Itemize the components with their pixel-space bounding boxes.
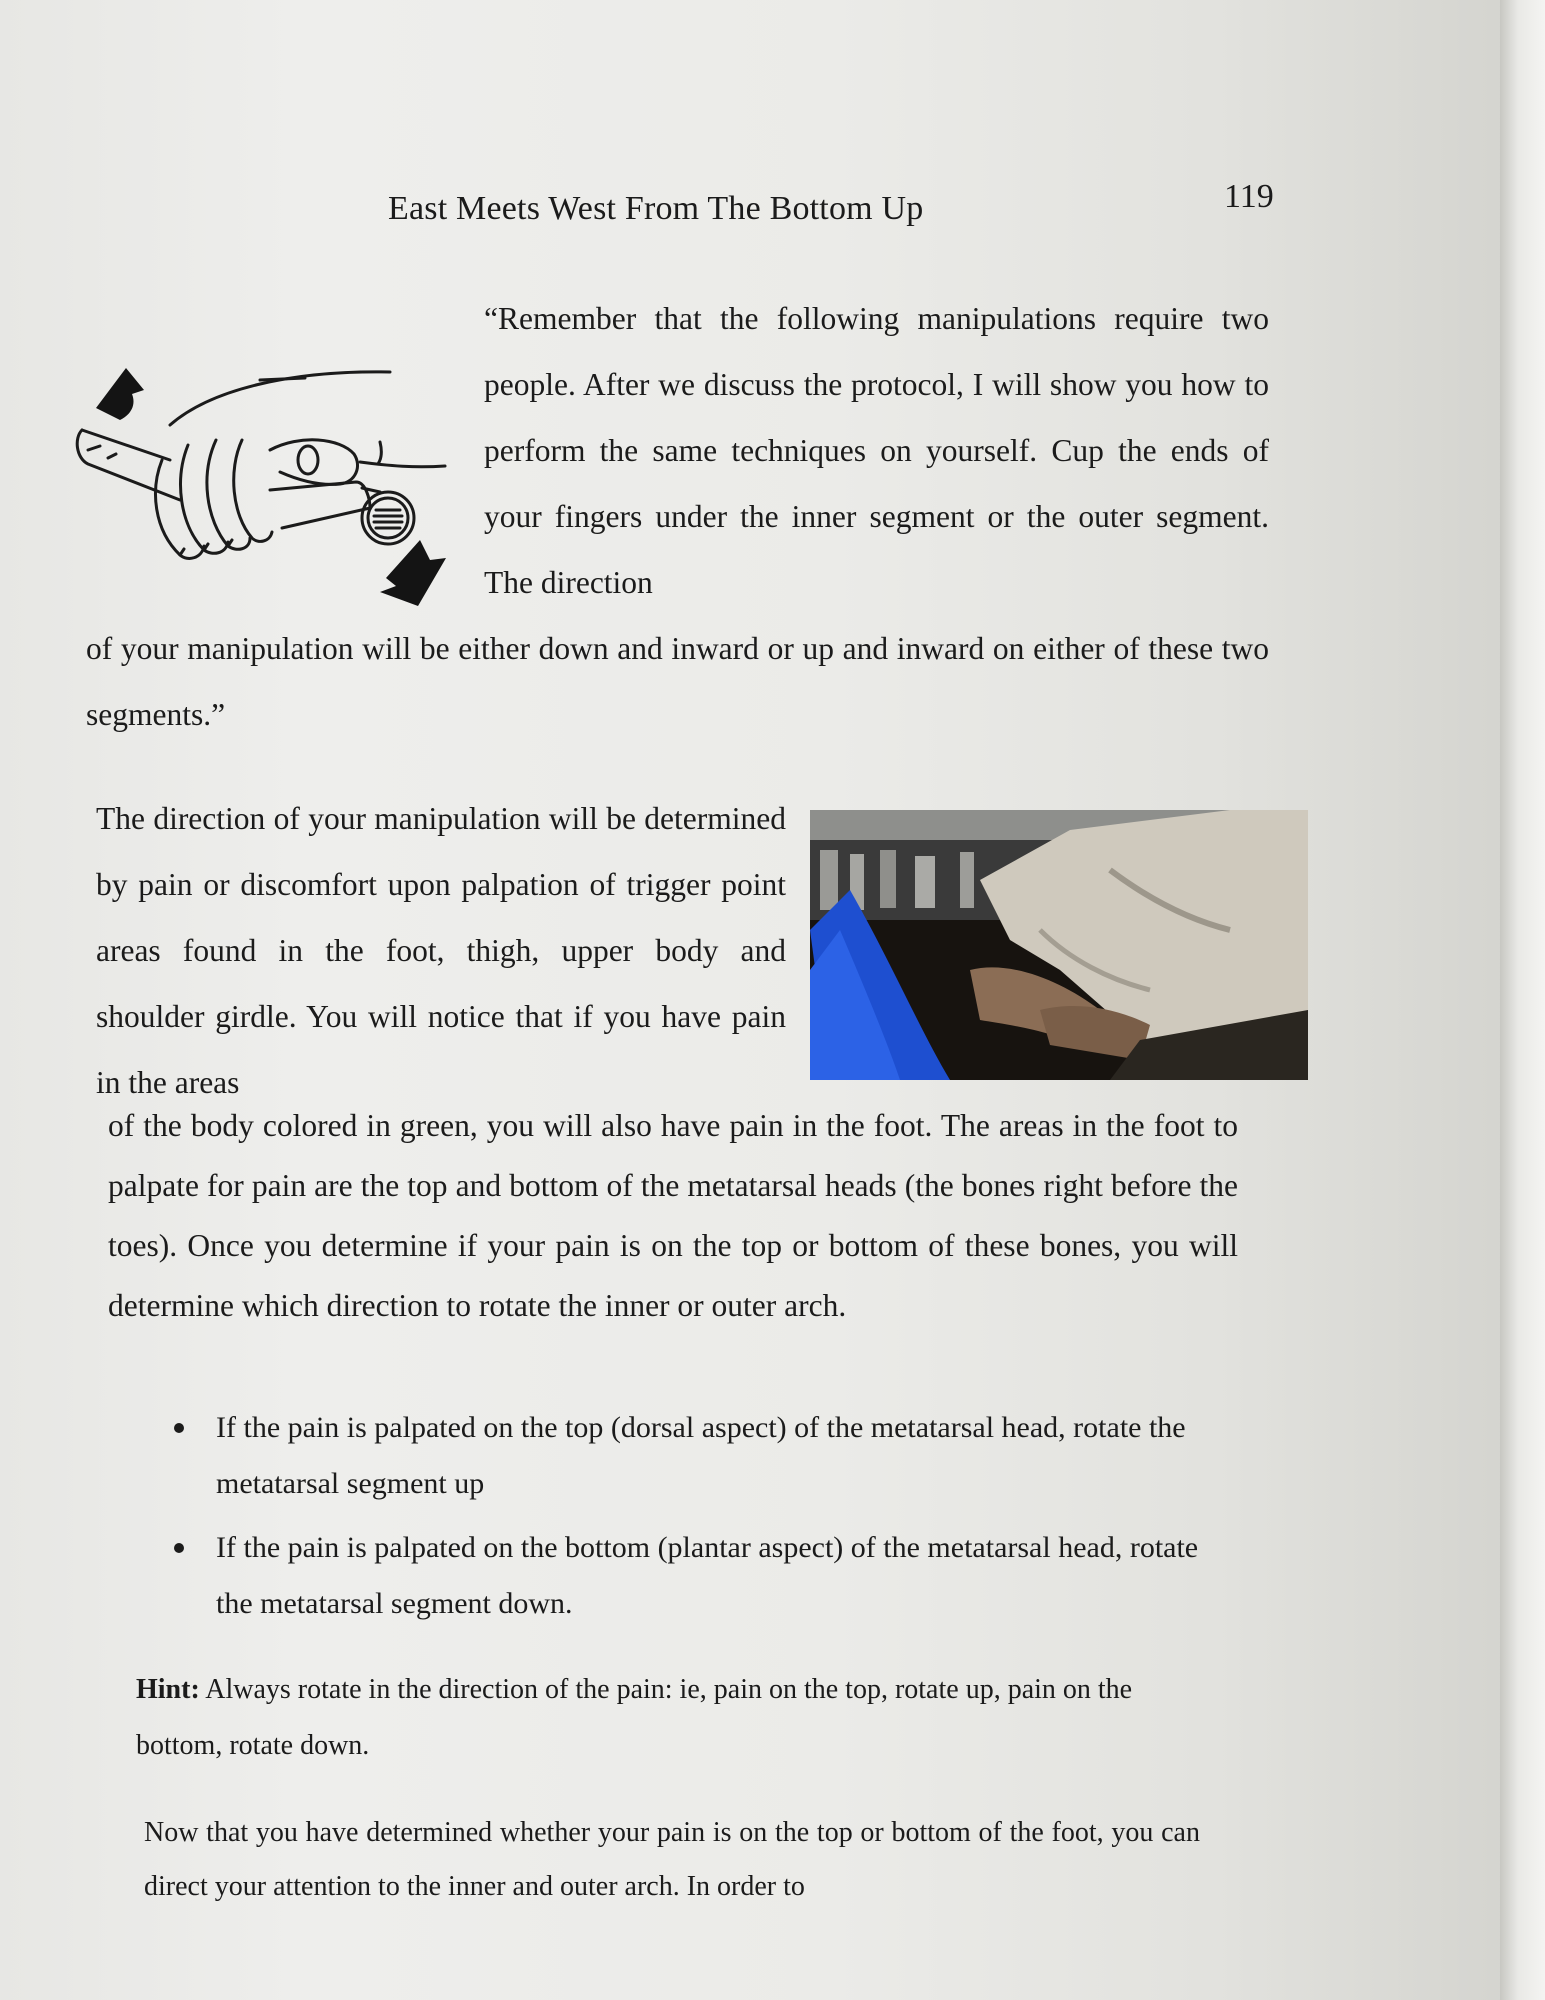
bullet-icon — [174, 1423, 184, 1433]
bullet-text: If the pain is palpated on the top (dorsal aspect) of the metatarsal head, rotate the metatarsal segment up — [216, 1411, 1186, 1500]
bullet-icon — [174, 1543, 184, 1553]
direction-paragraph-continuation: of the body colored in green, you will also have pain in the foot. The areas in the foot to palpate for pain are the top and bottom of the metatarsal heads (the bones right before the toes). Once you determine if your pain is on the top or bottom of these bones, you will determine which direction to rotate the inner or outer arch. — [108, 1108, 1238, 1323]
intro-paragraph: “Remember that the following manipulations require two people. After we discuss the protocol, I will show you how to perform the same techniques on yourself. Cup the ends of your fingers under the inner segment or the outer segment. The direction — [484, 301, 1269, 600]
direction-paragraph: The direction of your manipulation will be determined by pain or discomfort upon palpation of trigger point areas found in the foot, thigh, upper body and shoulder girdle. You will notice that if you have pain in the areas — [96, 801, 786, 1100]
hint-text: Always rotate in the direction of the pain: ie, pain on the top, rotate up, pain on the bottom, rotate down. — [136, 1674, 1133, 1761]
running-head: East Meets West From The Bottom Up — [388, 190, 924, 227]
closing-paragraph: Now that you have determined whether your pain is on the top or bottom of the foot, you can direct your attention to the inner and outer arch. In order to — [144, 1817, 1200, 1902]
page-edge — [1500, 0, 1545, 2000]
rotation-bullet-list — [168, 1400, 1238, 1640]
hand-gripping-rod-illustration-icon — [70, 350, 470, 620]
list-item — [168, 1400, 1238, 1512]
hint-paragraph — [136, 1662, 1216, 1774]
hint-label: Hint: — [136, 1674, 200, 1705]
page-number: 119 — [1224, 178, 1274, 215]
intro-paragraph-continuation: of your manipulation will be either down and inward or up and inward on either of these two segments.” — [86, 631, 1269, 732]
manipulation-photo-icon — [810, 810, 1308, 1080]
bullet-text: If the pain is palpated on the bottom (plantar aspect) of the metatarsal head, rotate the metatarsal segment down. — [216, 1531, 1199, 1620]
list-item — [168, 1520, 1238, 1632]
